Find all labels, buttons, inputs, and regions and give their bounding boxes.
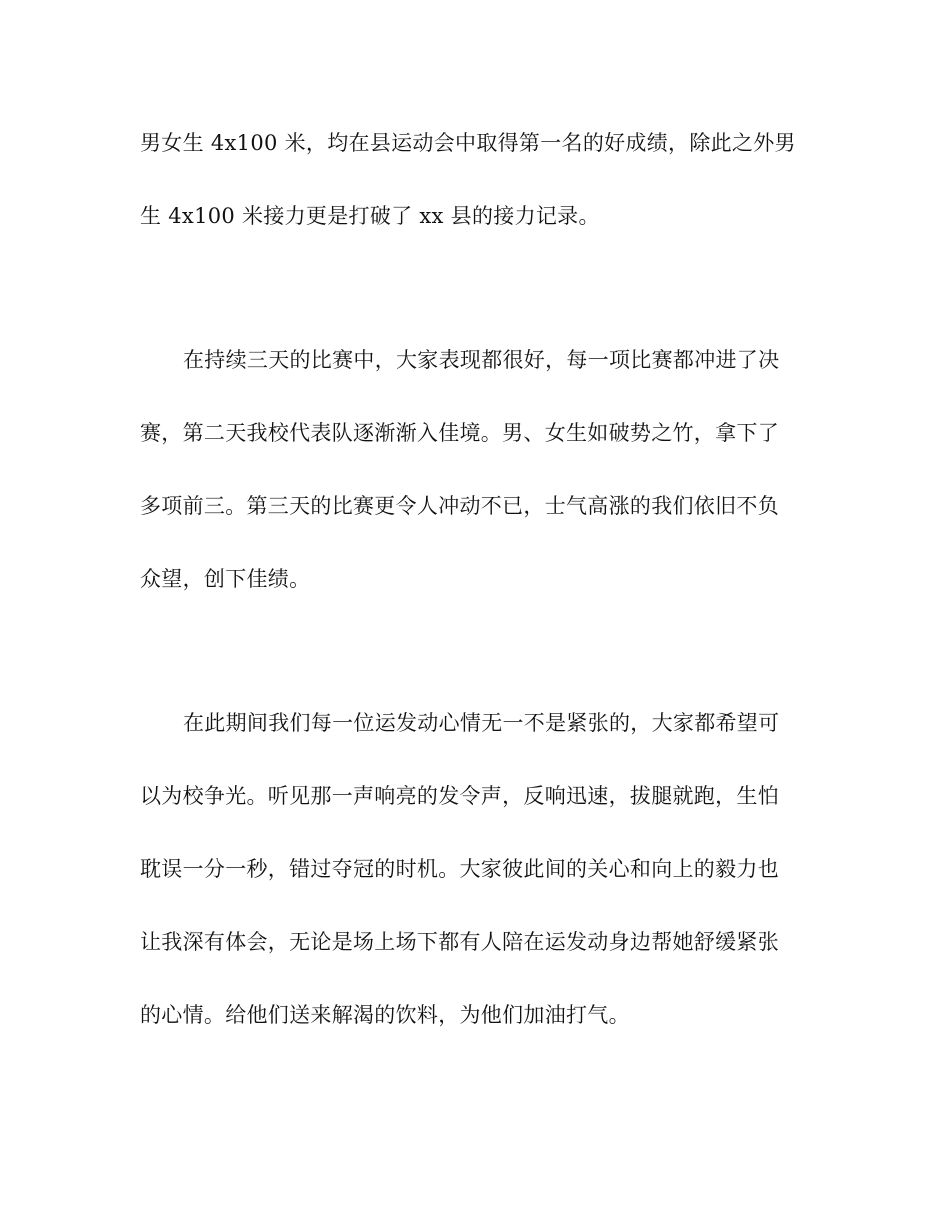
text-line: 多项前三。第三天的比赛更令人冲动不已，士气高涨的我们依旧不负 (140, 494, 779, 518)
text-line: 耽误一分一秒，错过夺冠的时机。大家彼此间的关心和向上的毅力也 (140, 857, 779, 881)
text-line: 在此期间我们每一位运发动心情无一不是紧张的，大家都希望可 (183, 711, 780, 735)
text-line: 的心情。给他们送来解渴的饮料，为他们加油打气。 (140, 1003, 630, 1027)
text-line: 众望，创下佳绩。 (140, 567, 311, 591)
text-line: 男女生 4x100 米，均在县运动会中取得第一名的好成绩，除此之外男 (140, 131, 796, 155)
text-line: 在持续三天的比赛中，大家表现都很好，每一项比赛都冲进了决 (183, 348, 780, 372)
text-line: 以为校争光。听见那一声响亮的发令声，反响迅速，拔腿就跑，生怕 (140, 784, 779, 808)
text-line: 让我深有体会，无论是场上场下都有人陪在运发动身边帮她舒缓紧张 (140, 930, 779, 954)
text-line: 生 4x100 米接力更是打破了 xx 县的接力记录。 (140, 204, 600, 228)
text-line: 赛，第二天我校代表队逐渐渐入佳境。男、女生如破势之竹，拿下了 (140, 421, 779, 445)
